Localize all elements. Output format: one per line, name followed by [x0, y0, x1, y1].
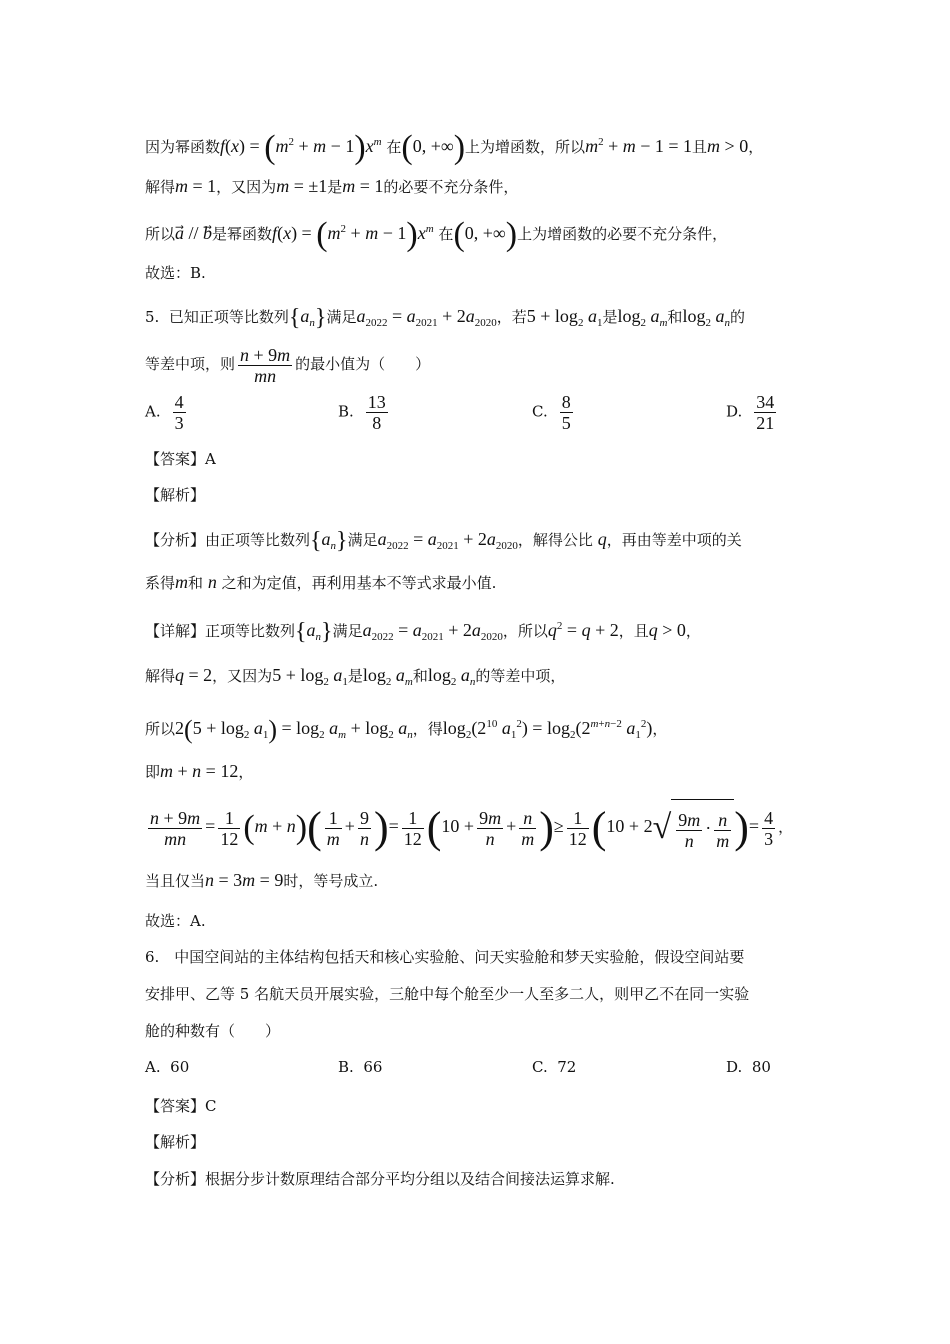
q5-option-c: C. $\frac{8}{5}$: [532, 392, 571, 433]
q6-option-a: A. 60: [145, 1058, 190, 1076]
q6-jiexi-heading: 【解析】: [145, 1133, 206, 1151]
q5-option-d: D. $\frac{34}{21}$: [726, 392, 775, 433]
q5-xiangjie-line-3: 所以$2(5 + \log_2 a_1) = \log_2 a_m + \log_2 a_n$，得$\log_2(2^{10}$ $a_1^2) = \log_2(2^{m+n-2}$ $a_1^2$)，: [145, 714, 668, 744]
q5-xiangjie-line-7: 故选：A.: [145, 912, 206, 930]
q6-stem-line-2: 安排甲、乙等 5 名航天员开展实验，三舱中每个舱至少一人至多二人，则甲乙不在同一实验: [145, 985, 750, 1003]
p4-line-3: 所以a⃗ // b是幂函数$f(x) = (m^2 + m - 1)x^m$ 在(0, +∞)上为增函数的必要不充分条件，: [145, 215, 728, 253]
q6-stem-line-3: 舱的种数有（ ）: [145, 1022, 281, 1040]
q5-jiexi-heading: 【解析】: [145, 486, 206, 504]
q6-fenxi: 【分析】根据分步计数原理结合部分平均分组以及结合间接法运算求解.: [145, 1170, 615, 1188]
q5-fenxi-line-2: 系得m和 n 之和为定值，再利用基本不等式求最小值.: [145, 572, 497, 592]
p4-line-2: 解得m = 1，又因为m = ±1是m = 1的必要不充分条件，: [145, 176, 519, 196]
q5-option-b: B. $\frac{13}{8}$: [338, 392, 386, 433]
q5-fenxi-line-1: 【分析】由正项等比数列$\{a_n\}$满足$a_{2022} = a_{2021} + 2a_{2020}$，解得公比 q，再由等差中项的关: [145, 527, 742, 554]
q5-xiangjie-line-1: 【详解】正项等比数列$\{a_n\}$满足$a_{2022} = a_{2021} + 2a_{2020}$，所以$q^2 = q + 2$，且q > 0，: [145, 618, 701, 645]
q5-xiangjie-line-6: 当且仅当n = 3m = 9时，等号成立.: [145, 870, 379, 890]
q6-option-d: D. 80: [726, 1058, 771, 1076]
p4-line-1: 因为幂函数$f(x) = (m^2 + m - 1)x^m$ 在(0, +∞)上为增函数，所以$m^2 + m - 1 = 1$且m > 0，: [145, 128, 764, 166]
q5-answer: 【答案】A: [145, 450, 216, 468]
q5-stem-line-2: 等差中项，则 $\frac{n + 9m}{mn}$ 的最小值为（ ）: [145, 344, 431, 386]
q6-stem-line-1: 6. 中国空间站的主体结构包括天和核心实验舱、问天实验舱和梦天实验舱，假设空间站要: [145, 948, 745, 966]
q5-option-a: A. $\frac{4}{3}$: [145, 392, 184, 433]
q6-option-c: C. 72: [532, 1058, 577, 1076]
p4-line-4: 故选：B.: [145, 264, 206, 282]
q5-xiangjie-derivation: $\frac{n + 9m}{mn}$ = $\frac{1}{12}$ (m + n)( $\frac{1}{m}$ + $\frac{9}{n}$ )= $\frac{1}{12}$ (10 + $\frac{9m}{n}$ + $\frac{n}{m}$ )≥ $\frac{1}{12}$ (10 + 2√ $\frac{9m}{n}$ · $\frac{n}{m}$ )= $\frac{4}{3}$ ，: [145, 798, 793, 857]
q5-xiangjie-line-2: 解得q = 2，又因为$5 + \log_2 a_1$是$\log_2 a_m$和$\log_2 a_n$的等差中项，: [145, 665, 566, 688]
q5-xiangjie-line-4: 即m + n = 12，: [145, 761, 254, 781]
q6-option-b: B. 66: [338, 1058, 383, 1076]
q6-answer: 【答案】C: [145, 1097, 217, 1115]
q5-stem-line-1: 5. 已知正项等比数列$\{a_n\}$满足$a_{2022} = a_{2021} + 2a_{2020}$，若$5 + \log_2 a_1$是$\log_2 a_m$和$\log_2 a_n$的: [145, 304, 745, 331]
